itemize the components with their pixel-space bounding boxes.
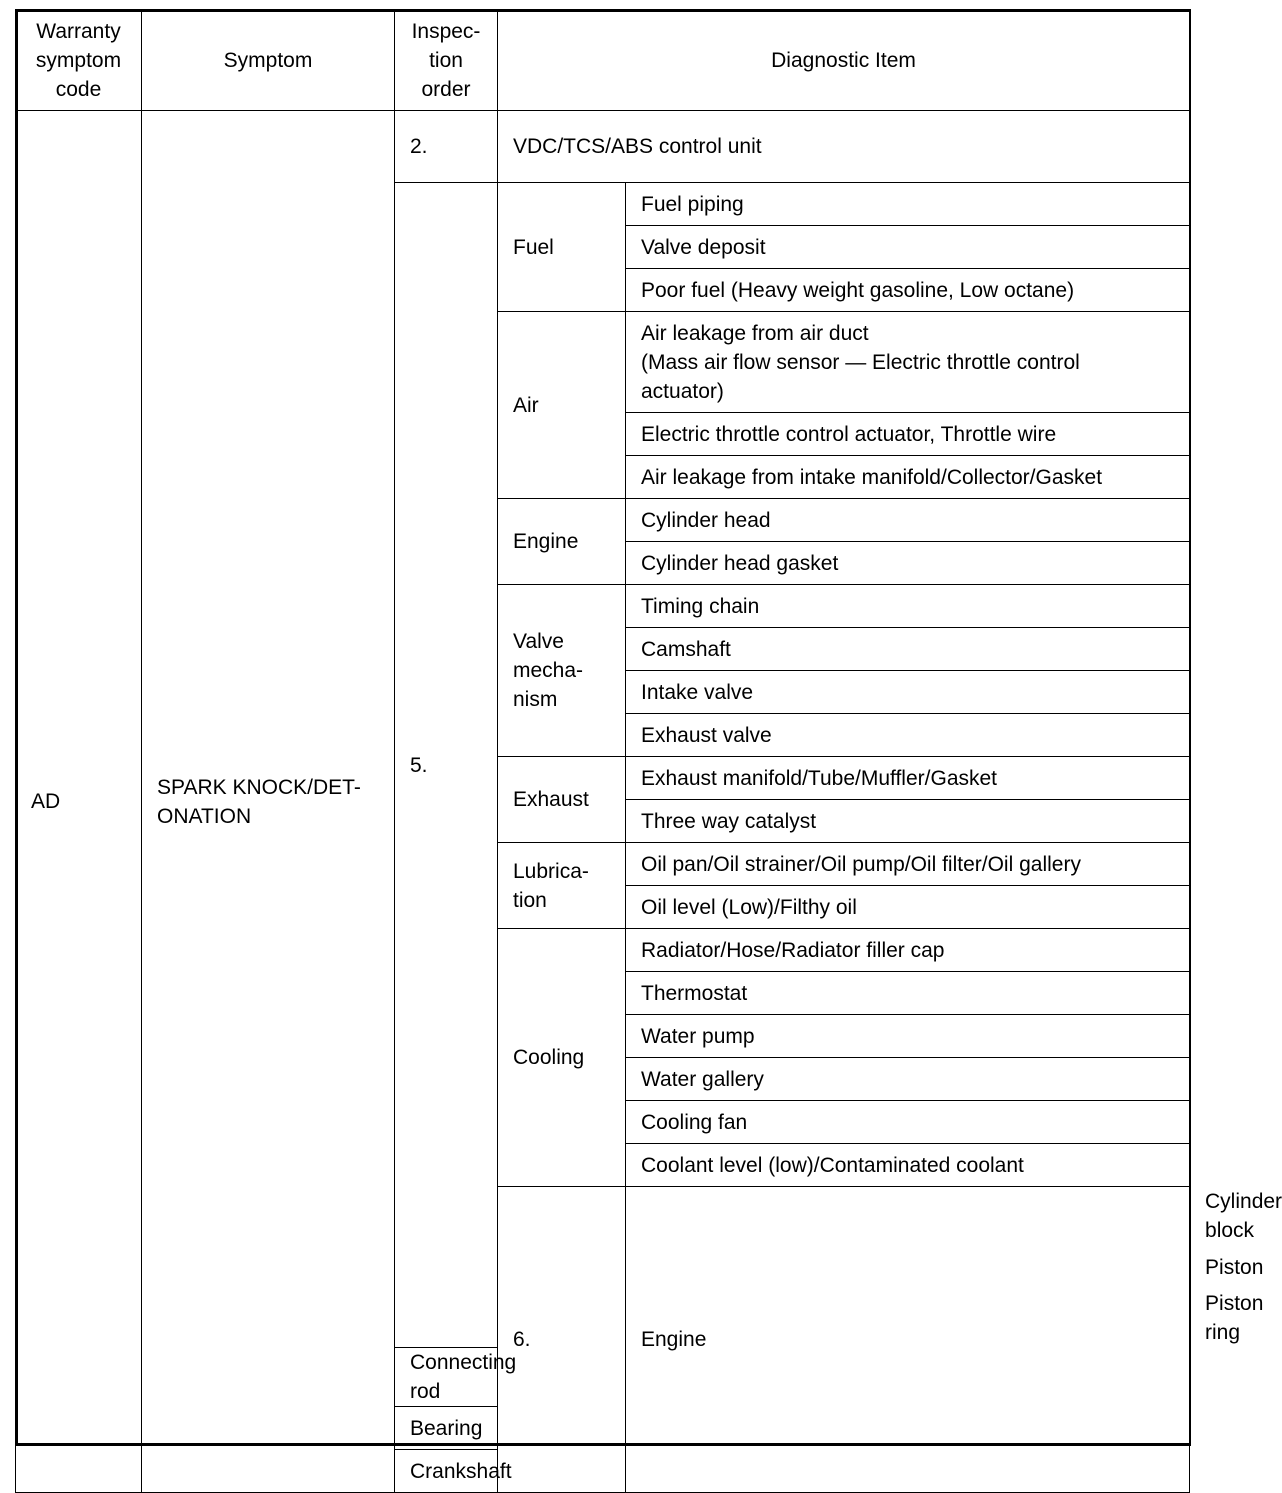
diagnostic-item-cell: Cylinder head gasket [626,542,1190,585]
diagnostic-item-cell: Fuel piping [626,183,1190,226]
category-cell: Fuel [498,183,626,312]
diagnostic-item-cell: Thermostat [626,972,1190,1015]
diagnostic-item-cell: Electric throttle control actuator, Throttle wire [626,413,1190,456]
table-row [16,111,1190,183]
diagnostic-item-cell: Exhaust valve [626,714,1190,757]
header-warranty-symptom-code: Warranty symptom code [16,10,142,111]
diagnostic-item-cell: Air leakage from intake manifold/Collector/Gasket [626,456,1190,499]
diagnostic-item-cell: Camshaft [626,628,1190,671]
category-cell: Air [498,312,626,499]
diagnostic-item-cell: Poor fuel (Heavy weight gasoline, Low octane) [626,269,1190,312]
diagnostic-item-cell: Air leakage from air duct (Mass air flow sensor — Electric throttle control actuator) [626,312,1190,413]
diagnostic-item-cell: Cooling fan [626,1101,1190,1144]
diagnostic-item-cell: Oil pan/Oil strainer/Oil pump/Oil filter/Oil gallery [626,843,1190,886]
header-inspection-order: Inspec- tion order [395,10,498,111]
diagnostic-item-cell: Cylinder head [626,499,1190,542]
diagnostic-item-cell: Three way catalyst [626,800,1190,843]
symptom-cell: SPARK KNOCK/DET- ONATION [142,111,395,1493]
header-symptom: Symptom [142,10,395,111]
header-row [16,10,1190,111]
inspection-order-cell: 6. [498,1187,626,1493]
category-cell: Cooling [498,929,626,1187]
category-cell: Exhaust [498,757,626,843]
diagnostic-item-cell: Valve deposit [626,226,1190,269]
header-diagnostic-item: Diagnostic Item [498,10,1190,111]
diagnostic-item-cell: Water gallery [626,1058,1190,1101]
diagnostic-item-cell: Crankshaft [395,1450,498,1493]
diagnostic-item-cell: Intake valve [626,671,1190,714]
table-row: 6. Engine Cylinder block [16,1187,1190,1246]
diagnostic-item-cell: Oil level (Low)/Filthy oil [626,886,1190,929]
category-cell: Lubrica- tion [498,843,626,929]
category-cell: Engine [498,499,626,585]
diagnostic-item-cell: Bearing [395,1407,498,1450]
inspection-order-cell: 2. [395,111,498,183]
diagnostic-item-cell: Coolant level (low)/Contaminated coolant [626,1144,1190,1187]
category-cell: Valve mecha- nism [498,585,626,757]
warranty-code-cell: AD [16,111,142,1493]
table-right-rule [1189,9,1191,1446]
category-cell: Engine [626,1187,1190,1493]
diagnostic-table [15,9,1282,1493]
diagnostic-item-cell: Radiator/Hose/Radiator filler cap [626,929,1190,972]
diagnostic-item-cell: VDC/TCS/ABS control unit [498,111,1190,183]
inspection-order-cell: 5. [395,183,498,1348]
diagnostic-item-cell: Timing chain [626,585,1190,628]
diagnostic-item-cell: Water pump [626,1015,1190,1058]
table-row: Piston [1205,1255,1264,1279]
table-body [16,111,1282,1493]
table-row: Piston ring [1205,1292,1264,1344]
diagnostic-item-cell: Connecting rod [395,1348,498,1407]
diagnostic-item-cell: Exhaust manifold/Tube/Muffler/Gasket [626,757,1190,800]
